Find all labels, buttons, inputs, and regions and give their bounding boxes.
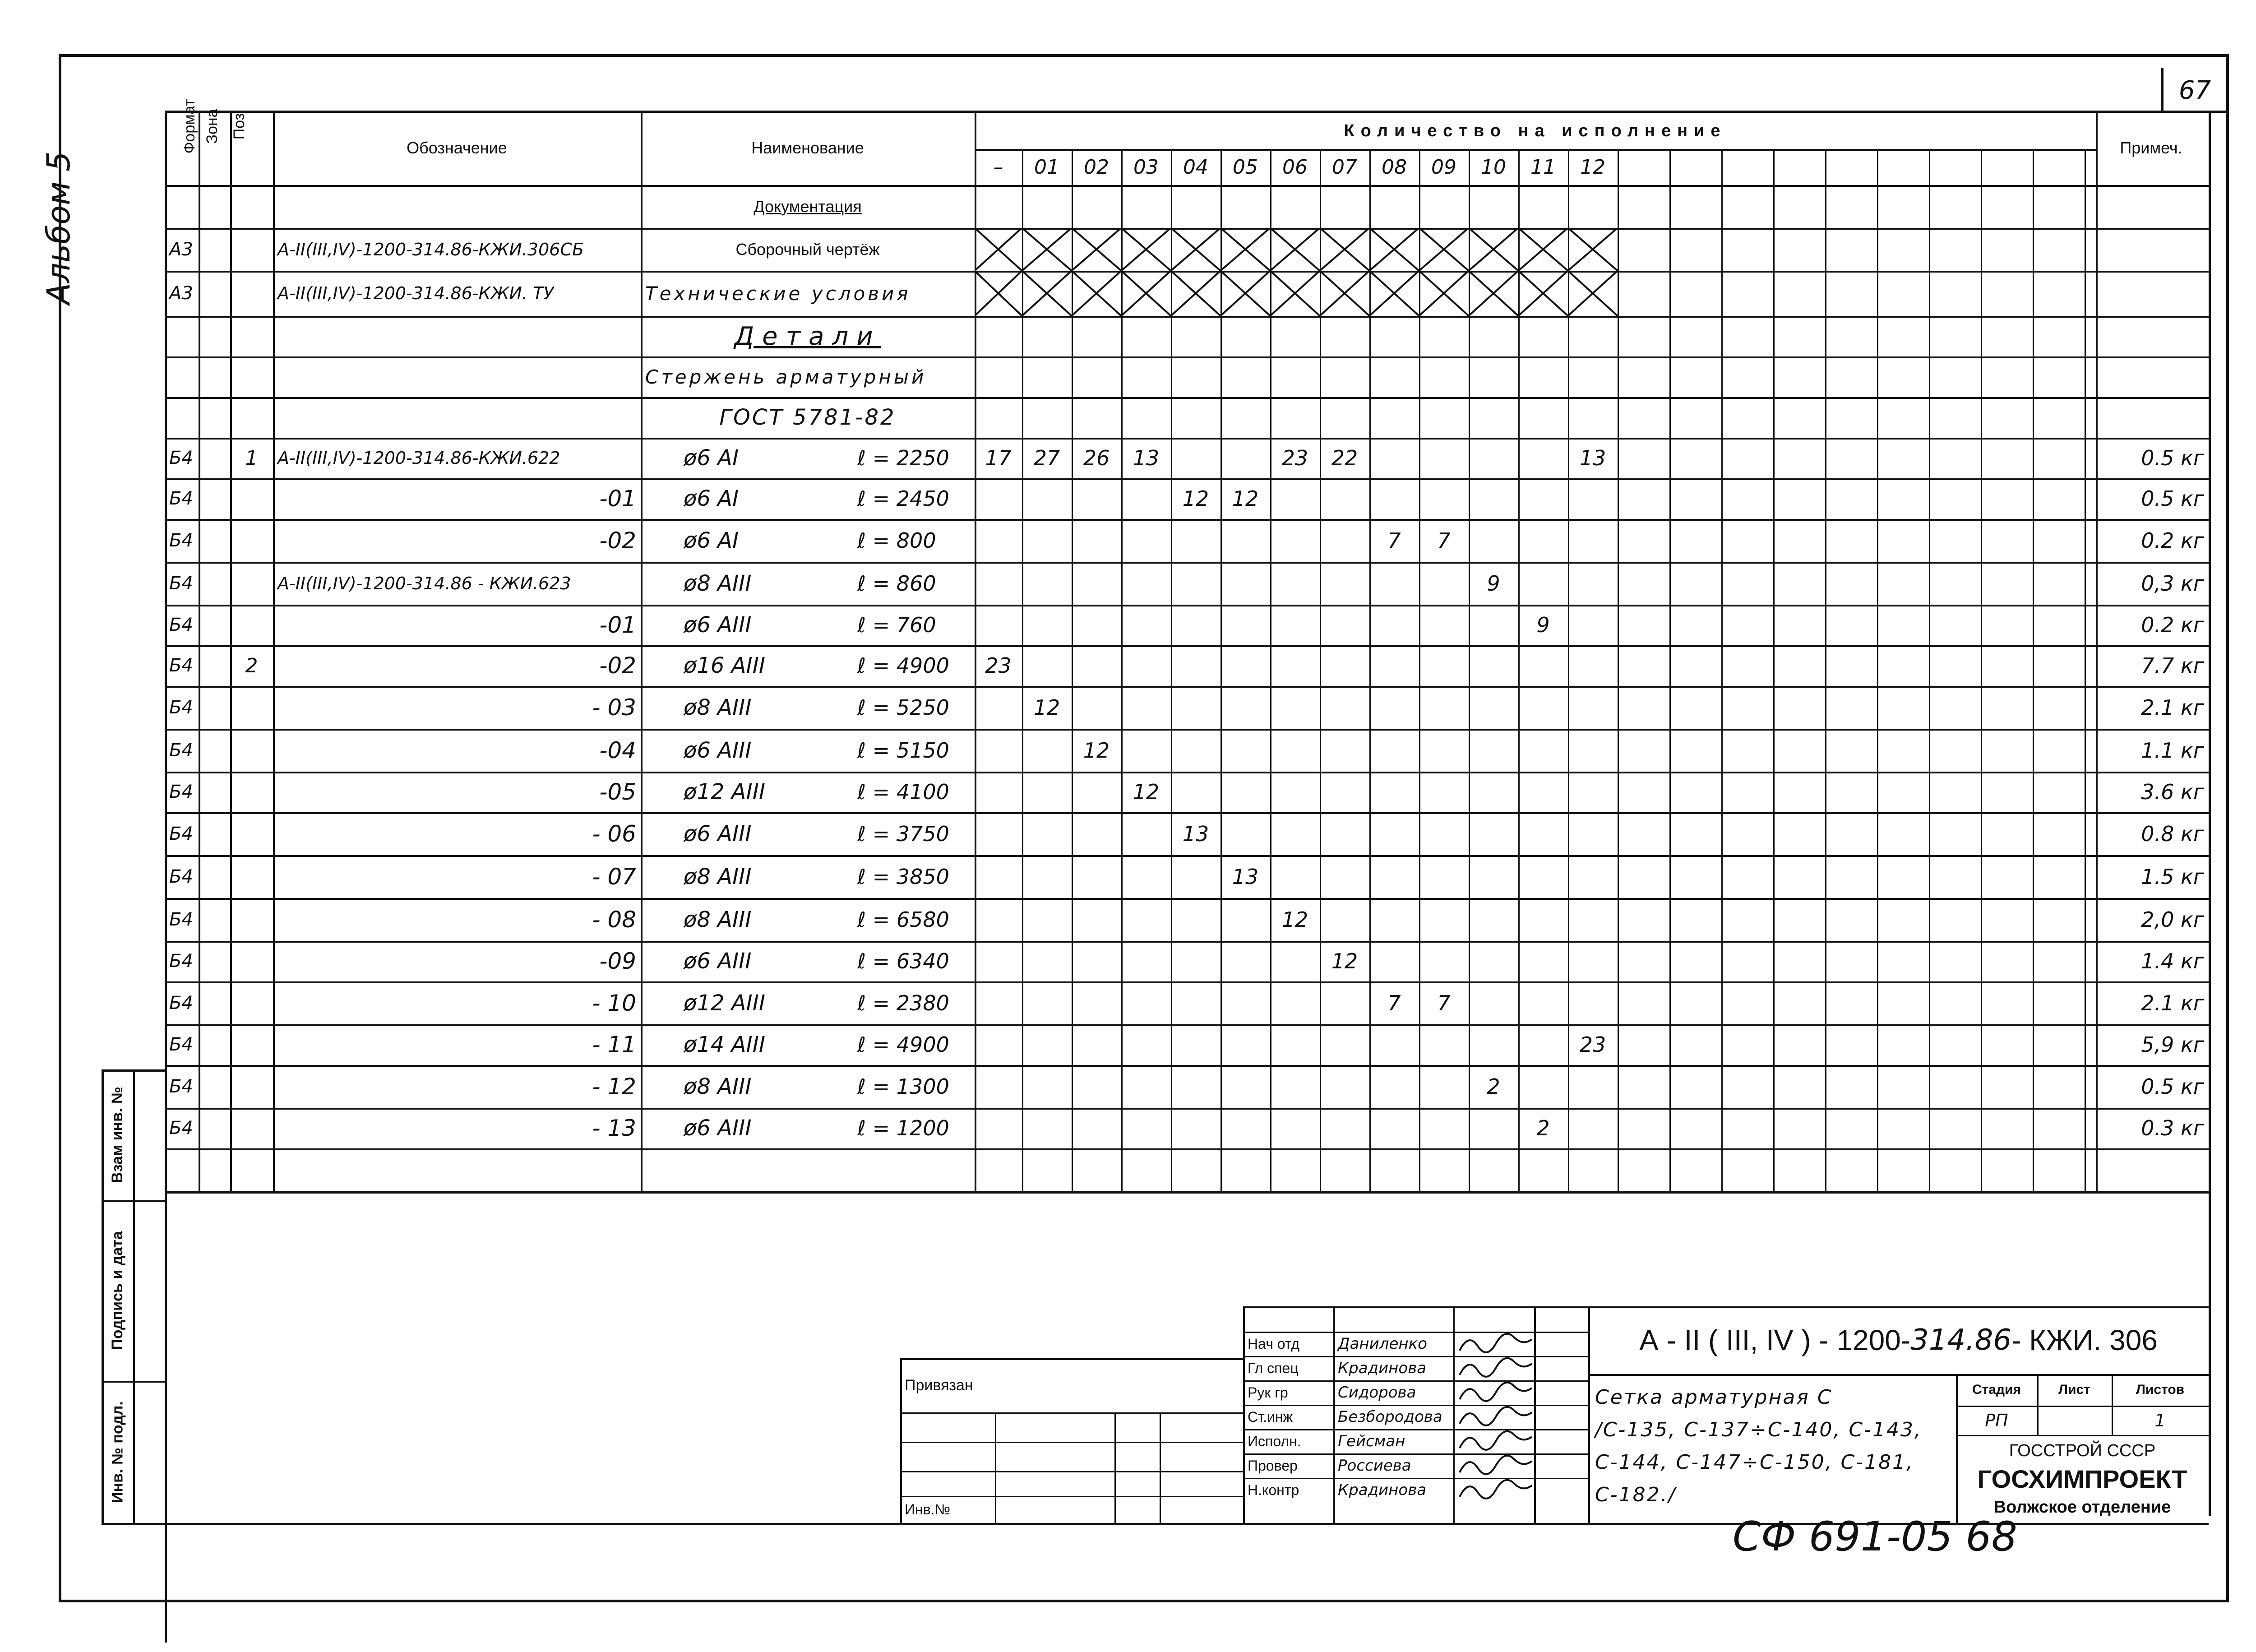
row-format: Б4 [169, 1076, 193, 1097]
code-hand: 314.86 [1910, 1323, 2012, 1357]
row-name: ø12 АIII [684, 779, 766, 805]
row-name: ø8 АIII [684, 570, 752, 596]
row-format: Б4 [169, 823, 193, 844]
row-name: ø8 АIII [684, 907, 752, 932]
role-label: Рук гр [1248, 1384, 1288, 1401]
row-format [165, 185, 199, 228]
qty-cell: 12 [1232, 486, 1259, 511]
sheets-value: 1 [2154, 1410, 2166, 1430]
qty-cell: 26 [1083, 446, 1110, 470]
row-note: 0.5 кг [2141, 486, 2204, 511]
row-length: ℓ = 860 [857, 571, 936, 596]
row-name: ø8 АIII [684, 864, 752, 889]
qty-cell: 27 [1033, 446, 1060, 470]
row-format: Б4 [169, 866, 193, 887]
sheet-number: 67 [2178, 75, 2211, 105]
row-name: ø12 АIII [684, 990, 766, 1016]
row-designation: - 11 [592, 1032, 636, 1058]
qty-cell: 12 [1133, 780, 1160, 804]
row-name: ø14 АIII [684, 1032, 766, 1057]
row-designation: - 13 [592, 1115, 636, 1141]
qty-cell: 9 [1536, 613, 1550, 637]
row-designation: -02 [599, 652, 636, 679]
qty-cell: 12 [1331, 949, 1358, 973]
table-col-line-1 [199, 111, 200, 1191]
row-format: Б4 [169, 573, 193, 594]
row-length: ℓ = 6580 [857, 907, 949, 932]
extra-col-line-7 [1981, 149, 1982, 1191]
row-name: ø6 АIII [684, 612, 752, 638]
row-name [641, 1148, 830, 1191]
row-designation [273, 1148, 641, 1191]
row-name: ø8 АIII [684, 1074, 752, 1099]
row-pos: 2 [245, 654, 258, 677]
role-label: Нач отд [1248, 1335, 1300, 1352]
row-designation: - 10 [592, 990, 636, 1016]
row-format: Б4 [169, 1118, 193, 1138]
row-designation [273, 397, 641, 438]
roles-col-3 [1534, 1306, 1536, 1523]
row-note: 1.1 кг [2141, 738, 2204, 763]
extra-col-line-0 [1618, 149, 1619, 1191]
variant-header-11: 11 [1530, 155, 1556, 179]
header-quantity-title: Количество на исполнение [1344, 121, 1727, 140]
row-name: ø6 АIII [684, 821, 752, 847]
row-name: ø6 АI [684, 528, 739, 553]
qty-cell: 12 [1281, 907, 1308, 932]
row-pos [230, 686, 273, 729]
org-line-1: ГОССТРОЙ СССР [2009, 1441, 2156, 1460]
row-pos [230, 605, 273, 645]
row-designation: -04 [599, 737, 636, 764]
row-designation: - 12 [592, 1073, 636, 1100]
variant-header-7: 07 [1332, 155, 1357, 179]
row-designation [273, 316, 641, 356]
row-length: ℓ = 800 [857, 528, 936, 553]
document-code [1588, 1306, 2209, 1374]
role-label: Ст.инж [1248, 1408, 1293, 1425]
qty-cell: 2 [1536, 1116, 1550, 1140]
row-length: ℓ = 760 [857, 613, 936, 637]
album-label: Альбом 5 [40, 151, 77, 305]
row-designation: -09 [599, 948, 636, 974]
extra-col-line-5 [1877, 149, 1878, 1191]
row-pos [230, 316, 273, 356]
row-format: Б4 [169, 488, 193, 509]
title-line: Сетка арматурная С [1595, 1385, 1833, 1409]
sheet-label: Лист [2058, 1382, 2090, 1397]
row-designation: - 07 [592, 863, 636, 890]
row-name: Стержень арматурный [645, 366, 927, 388]
row-format: Б4 [169, 448, 193, 468]
role-name: Гейсман [1338, 1432, 1405, 1450]
row-pos [230, 271, 273, 316]
row-format: Б4 [169, 530, 193, 551]
row-pos [230, 1148, 273, 1191]
row-format: Б4 [169, 782, 193, 802]
extra-col-line-8 [2033, 149, 2034, 1191]
privyazan-label: Привязан [905, 1376, 973, 1394]
role-name: Сидорова [1338, 1384, 1416, 1402]
row-format [165, 316, 199, 356]
stage-value: РП [1985, 1410, 2008, 1430]
role-label: Н.контр [1248, 1481, 1299, 1498]
qty-cell: 7 [1437, 528, 1451, 553]
row-length: ℓ = 6340 [857, 949, 949, 973]
header-designation: Обозначение [407, 138, 507, 157]
qty-cell: 17 [985, 446, 1012, 470]
variant-header-6: 06 [1282, 155, 1308, 179]
qty-cell: 7 [1387, 528, 1401, 553]
privyazan-col-0 [995, 1412, 996, 1523]
variant-header-3: 03 [1133, 155, 1159, 179]
row-designation: А-II(III,IV)-1200-314.86 - КЖИ.623 [277, 573, 571, 593]
org-line-2: ГОСХИМПРОЕКТ [1977, 1465, 2187, 1493]
qty-cell: 23 [1281, 446, 1308, 470]
privyazan-row-2 [900, 1471, 1243, 1472]
variant-header-0: – [993, 155, 1003, 179]
row-note: 0.2 кг [2141, 528, 2204, 553]
row-name: Детали [734, 321, 881, 351]
row-note: 0.5 кг [2141, 1074, 2204, 1099]
row-pos [230, 356, 273, 397]
row-designation: -01 [599, 612, 636, 638]
row-length: ℓ = 5250 [857, 695, 949, 720]
row-note: 1.5 кг [2141, 864, 2204, 889]
variant-header-5: 05 [1233, 155, 1258, 179]
row-name: ø6 АIII [684, 737, 752, 763]
bottom-stamp: СФ 691-05 68 [1733, 1513, 2017, 1560]
qty-cell: 12 [1033, 695, 1060, 720]
row-name: Технические условия [645, 282, 911, 305]
row-designation: -01 [599, 486, 636, 512]
row-name: Сборочный чертёж [735, 240, 880, 259]
row-format: Б4 [169, 1034, 193, 1055]
row-pos [230, 562, 273, 605]
signature-icon [1455, 1356, 1532, 1380]
row-pos [230, 228, 273, 271]
row-format: Б4 [169, 909, 193, 930]
header-format: Формат [180, 99, 198, 154]
header-pos: Поз [230, 113, 248, 140]
row-format [165, 356, 199, 397]
row-name: ГОСТ 5781-82 [719, 405, 896, 430]
privyazan-row-0 [900, 1412, 1243, 1414]
row-length: ℓ = 4900 [857, 653, 949, 678]
extra-col-line-2 [1721, 149, 1723, 1191]
row-note: 7.7 кг [2141, 653, 2204, 678]
row-note: 2.1 кг [2141, 990, 2204, 1015]
row-format: Б4 [169, 655, 193, 676]
signature-icon [1455, 1478, 1532, 1502]
row-pos [230, 185, 273, 228]
row-designation: А-II(III,IV)-1200-314.86-КЖИ. ТУ [277, 283, 554, 303]
row-format: Б4 [169, 951, 193, 972]
row-note: 0,3 кг [2141, 571, 2204, 596]
row-designation: А-II(III,IV)-1200-314.86-КЖИ.306СБ [277, 239, 584, 259]
row-name: ø6 АI [684, 445, 739, 471]
row-pos [230, 478, 273, 519]
role-name: Крадинова [1338, 1359, 1427, 1377]
side-stamp-label-1: Подпись и дата [108, 1231, 126, 1350]
row-format: Б4 [169, 697, 193, 718]
extra-col-line-6 [1929, 149, 1930, 1191]
variant-header-1: 01 [1034, 155, 1059, 179]
row-designation [273, 185, 641, 228]
qty-cell: 13 [1133, 446, 1160, 470]
row-designation: -05 [599, 779, 636, 805]
variant-header-12: 12 [1580, 155, 1605, 179]
crossed-cells [975, 228, 1618, 271]
row-pos [230, 519, 273, 562]
row-length: ℓ = 2380 [857, 990, 949, 1015]
row-format: А3 [169, 239, 193, 260]
qty-cell: 13 [1182, 821, 1209, 846]
qty-cell: 12 [1083, 738, 1110, 763]
row-note: 3.6 кг [2141, 780, 2204, 804]
row-length: ℓ = 2250 [857, 446, 949, 470]
header-name: Наименование [751, 138, 864, 157]
row-designation: - 03 [592, 694, 636, 721]
variant-header-2: 02 [1084, 155, 1109, 179]
title-line: /С-135, С-137÷С-140, С-143, [1595, 1418, 1922, 1441]
row-format [165, 1148, 199, 1191]
side-stamp-bottom [102, 1523, 167, 1525]
table-right [2209, 111, 2211, 1516]
extra-col-line-9 [2085, 149, 2086, 1191]
row-pos: 1 [245, 446, 258, 470]
row-note: 5,9 кг [2141, 1032, 2204, 1057]
row-line-24 [165, 1191, 2209, 1193]
signature-icon [1455, 1429, 1532, 1453]
row-format: Б4 [169, 615, 193, 635]
qty-cell: 12 [1182, 486, 1209, 511]
qty-cell: 7 [1437, 990, 1451, 1015]
row-name: ø6 АIII [684, 949, 752, 974]
side-stamp-mid [133, 1069, 135, 1523]
row-name: ø8 АIII [684, 694, 752, 720]
code-suffix: - КЖИ. 306 [2011, 1324, 2158, 1356]
row-note: 1.4 кг [2141, 949, 2204, 973]
side-stamp-label-0: Взам инв. № [108, 1087, 126, 1183]
role-label: Гл спец [1248, 1360, 1299, 1376]
row-pos [230, 1065, 273, 1108]
privyazan-row-1 [900, 1442, 1243, 1443]
org-line-3: Волжское отделение [1993, 1497, 2171, 1517]
qty-cell: 7 [1387, 990, 1401, 1015]
row-length: ℓ = 3750 [857, 821, 949, 846]
row-designation: -02 [599, 527, 636, 554]
variant-header-9: 09 [1431, 155, 1456, 179]
row-length: ℓ = 4100 [857, 780, 949, 804]
header-note: Примеч. [2120, 138, 2182, 157]
row-name: ø6 АIII [684, 1115, 752, 1141]
row-designation: А-II(III,IV)-1200-314.86-КЖИ.622 [277, 448, 560, 468]
row-designation [273, 356, 641, 397]
signature-icon [1455, 1405, 1532, 1429]
qty-cell: 23 [985, 653, 1012, 678]
row-length: ℓ = 1200 [857, 1116, 949, 1140]
row-length: ℓ = 2450 [857, 486, 949, 511]
qty-cell: 23 [1579, 1032, 1606, 1057]
row-length: ℓ = 5150 [857, 738, 949, 763]
variant-header-10: 10 [1481, 155, 1506, 179]
role-name: Безбородова [1338, 1408, 1442, 1426]
title-line: С-144, С-147÷С-150, С-181, [1595, 1450, 1914, 1474]
row-note: 0.8 кг [2141, 821, 2204, 846]
row-pos [230, 772, 273, 812]
roles-col-2 [1453, 1306, 1455, 1523]
row-name: ø6 АI [684, 486, 739, 511]
row-note: 2.1 кг [2141, 695, 2204, 720]
variant-header-8: 08 [1382, 155, 1407, 179]
title-line: С-182./ [1595, 1483, 1677, 1506]
row-pos [230, 397, 273, 438]
signature-icon [1455, 1453, 1532, 1478]
row-pos [230, 941, 273, 981]
qty-cell: 13 [1579, 446, 1606, 470]
row-pos [230, 812, 273, 855]
header-zone: Зона [203, 109, 221, 144]
code-printed: А - II ( III, IV ) - 1200- [1639, 1324, 1911, 1356]
stage-row2 [1956, 1435, 2209, 1436]
extra-col-line-3 [1773, 149, 1775, 1191]
row-note: 2,0 кг [2141, 907, 2204, 932]
row-note: 0.2 кг [2141, 613, 2204, 637]
role-name: Крадинова [1338, 1481, 1427, 1499]
row-length: ℓ = 3850 [857, 864, 949, 889]
role-label: Исполн. [1248, 1433, 1301, 1449]
qty-cell: 22 [1331, 446, 1358, 470]
qty-cell: 2 [1487, 1074, 1500, 1099]
row-name: ø16 АIII [684, 653, 766, 678]
row-pos [230, 855, 273, 898]
row-format [165, 397, 199, 438]
qty-cell: 13 [1232, 864, 1259, 889]
extra-col-line-4 [1825, 149, 1826, 1191]
row-pos [230, 898, 273, 941]
signature-icon [1455, 1380, 1532, 1405]
role-name: Россиева [1338, 1457, 1411, 1475]
sheets-label: Листов [2136, 1382, 2185, 1397]
role-label: Провер [1248, 1457, 1298, 1474]
row-length: ℓ = 4900 [857, 1032, 949, 1057]
row-pos [230, 981, 273, 1024]
side-stamp-label-2: Инв. № подл. [108, 1401, 126, 1503]
crossed-cells [975, 271, 1618, 316]
role-name: Даниленко [1338, 1335, 1427, 1353]
inv-no-label: Инв.№ [905, 1501, 950, 1518]
row-pos [230, 1024, 273, 1065]
row-format: Б4 [169, 740, 193, 761]
row-note: 0.5 кг [2141, 446, 2204, 470]
row-length: ℓ = 1300 [857, 1074, 949, 1099]
row-format: А3 [169, 283, 193, 304]
row-designation: - 08 [592, 906, 636, 933]
extra-col-line-1 [1669, 149, 1671, 1191]
signature-icon [1455, 1332, 1532, 1356]
row-name: Документация [754, 197, 862, 216]
row-note: 0.3 кг [2141, 1116, 2204, 1140]
qty-cell: 9 [1487, 571, 1500, 596]
stage-label: Стадия [1972, 1382, 2021, 1397]
row-designation: - 06 [592, 820, 636, 847]
row-format: Б4 [169, 992, 193, 1013]
variant-header-4: 04 [1183, 155, 1208, 179]
row-pos [230, 1108, 273, 1148]
privyazan-col-1 [1114, 1412, 1116, 1523]
row-pos [230, 729, 273, 772]
privyazan-col-2 [1160, 1412, 1161, 1523]
